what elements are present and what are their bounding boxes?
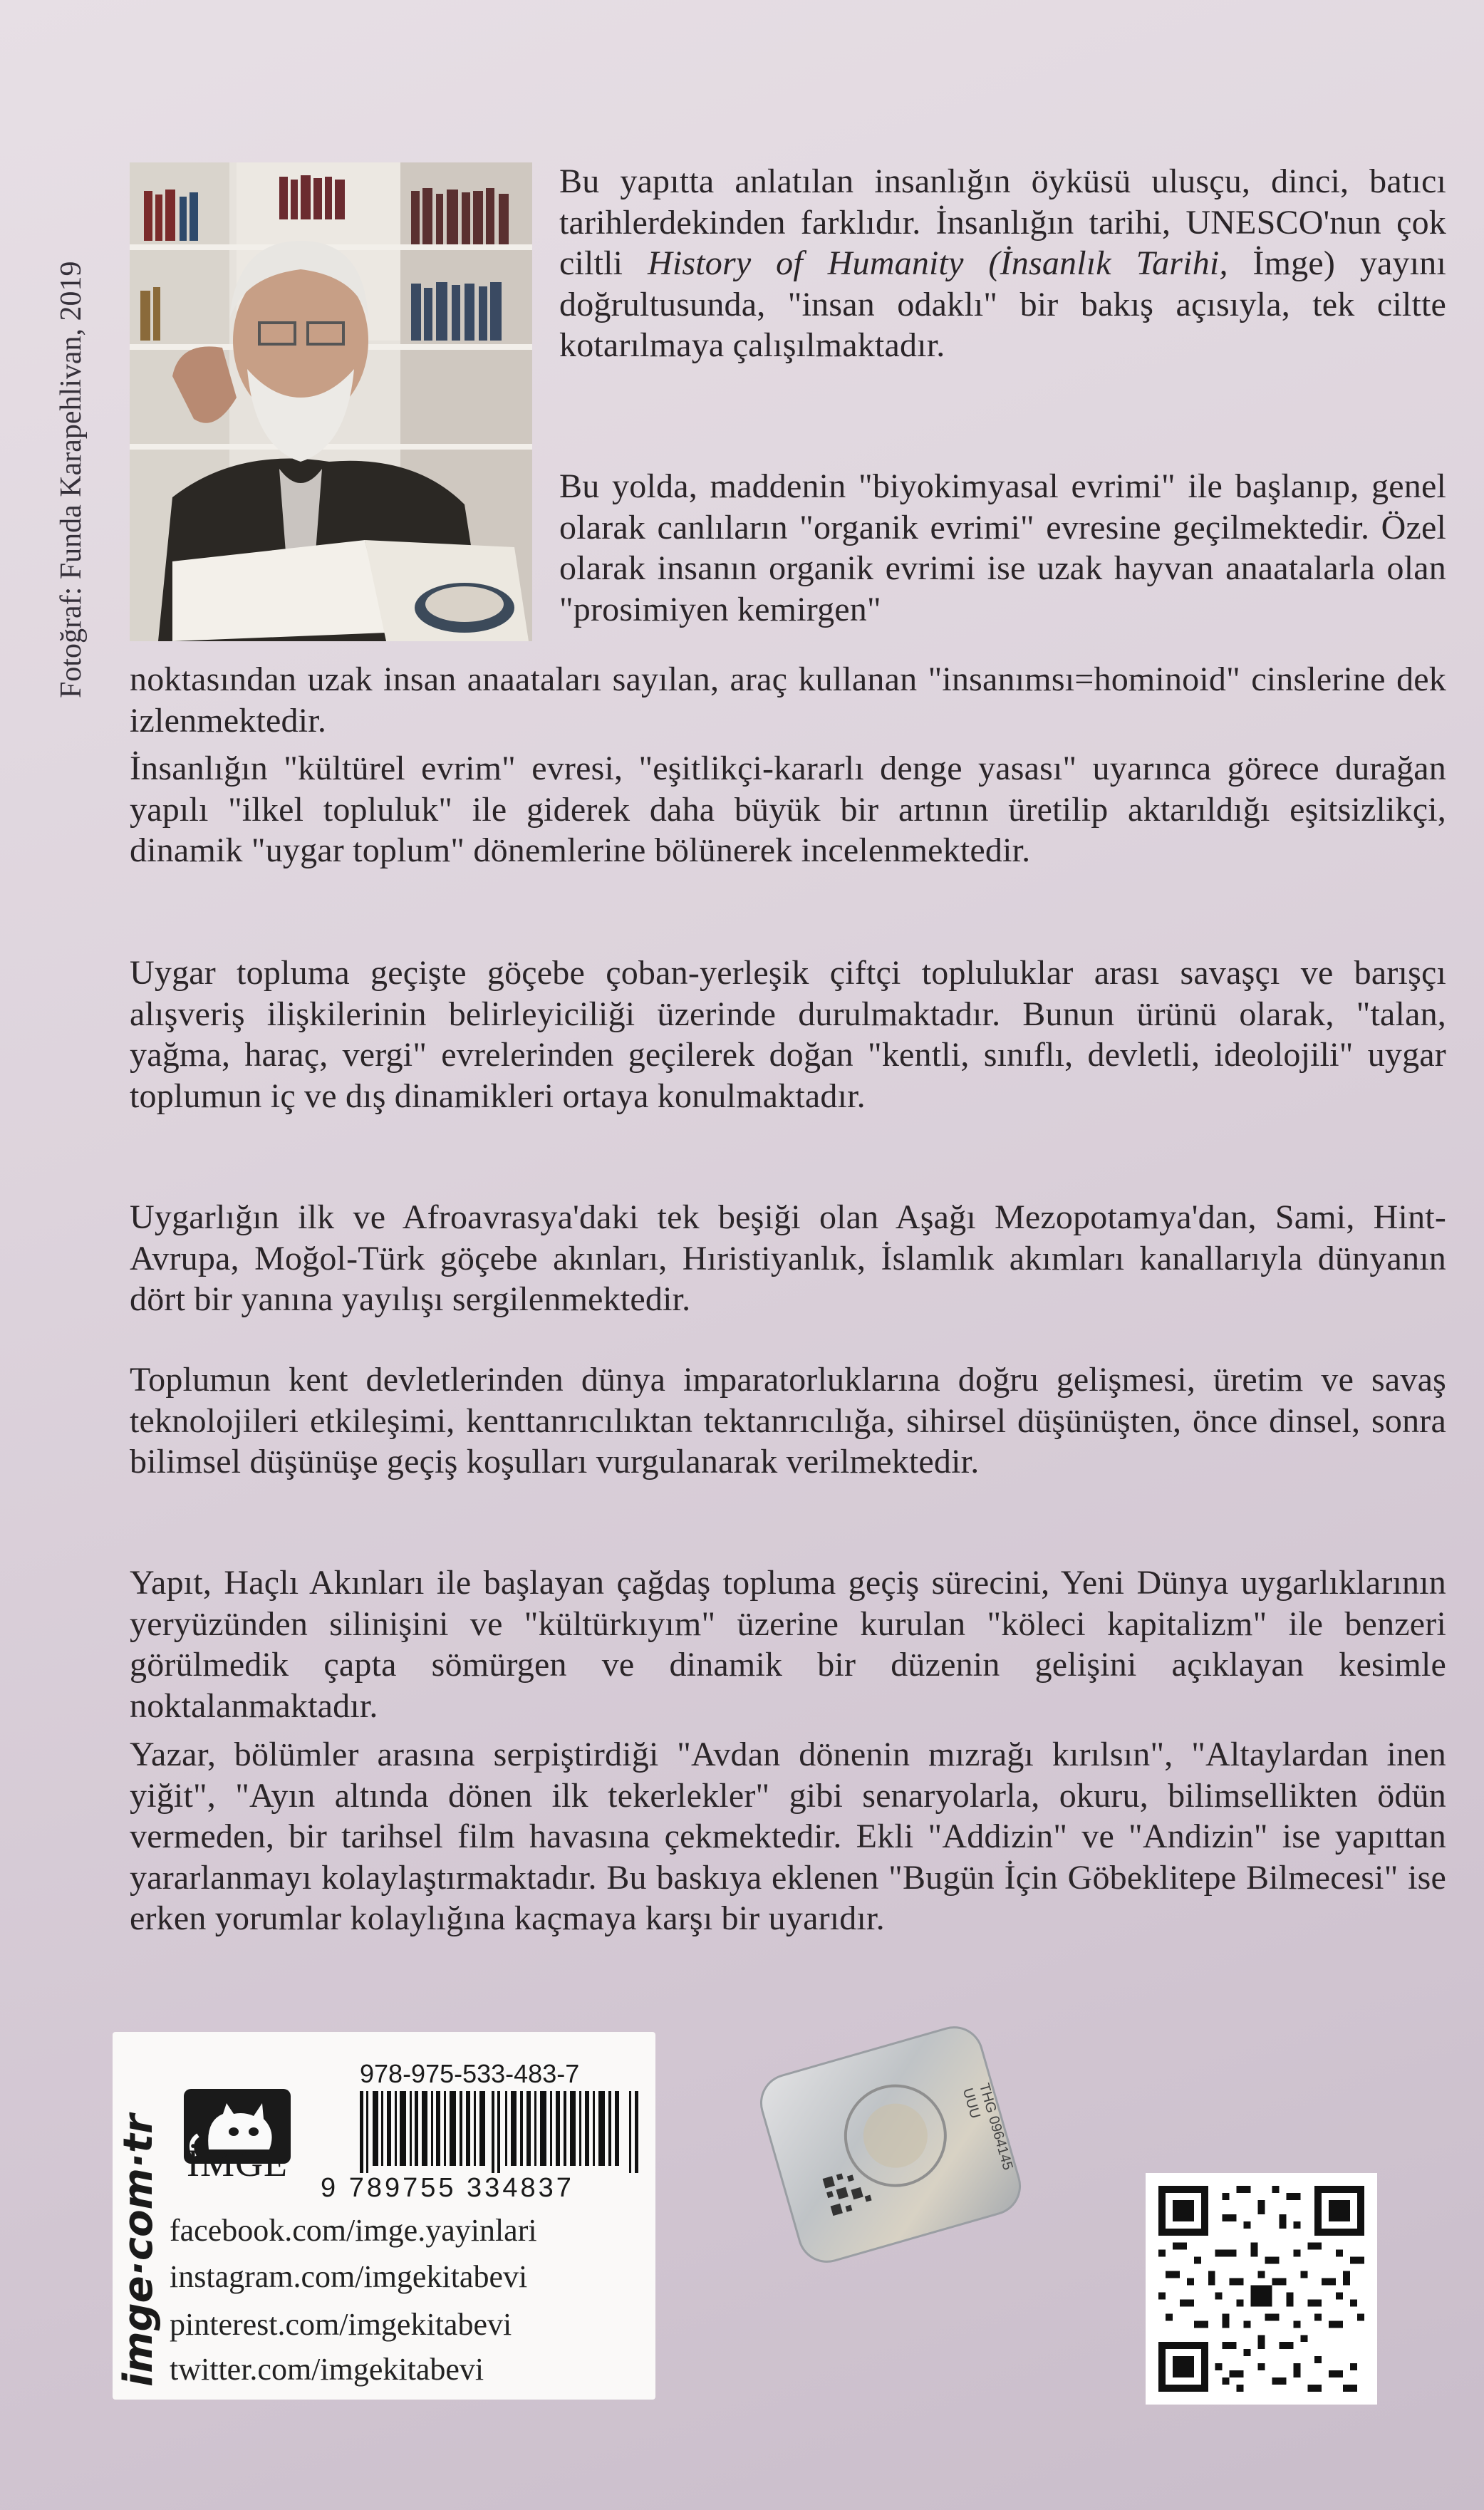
paragraph-1a: Bu yapıtta anlatılan insanlığın öyküsü ulusçu, dinci, batıcı tarihlerdekinden farklıdır. İnsanlığın tarihi, UNESCO'nun çok ciltli History of Humanity (İnsanlık Tarihi, İmge) yayını doğrultusunda, "insan odaklı" bir bakış açısıyla, tek ciltte kotarılmaya çalışılmaktadır. xyxy=(559,162,1447,364)
paragraph-3: Uygar topluma geçişte göçebe çoban-yerleşik çiftçi topluluklar arası savaşçı ve barışçı alışveriş ilişkilerinin belirleyiciliği üzerinde durulmaktadır. Bunun ürünü olarak, "talan, yağma, haraç, vergi" evrelerinden geçilerek doğan "kentli, sınıflı, devletli, ideolojili" uygar toplumun iç ve dış dinamikleri ortaya konulmaktadır. xyxy=(130,954,1446,1115)
social-link-facebook[interactable]: facebook.com/imge.yayinlari xyxy=(170,2213,537,2248)
paragraph-5: Toplumun kent devletlerinden dünya imparatorluklarına doğru gelişmesi, üretim ve savaş teknolojileri etkileşimi, kenttanrıcılıktan tektanrıcılığa, sihirsel düşünüşten, önce dinsel, sonra bilimsel düşünüşe geçiş koşulları vurgulanarak verilmektedir. xyxy=(130,1361,1446,1480)
hologram-code: THG 0964145 UUU xyxy=(959,2081,1016,2172)
paragraph-7: Yazar, bölümler arasına serpiştirdiği "Avdan dönenin mızrağı kırılsın", "Altaylardan inen yiğit", "Ayın altında dönen ilk tekerlekler" gibi senaryolarla, okuru, bilimsellikten ödün vermeden, bir tarihsel film havasına çekmektedir. Ekli "Addizin" ve "Andizin" ise yapıttan yararlanmayı kolaylaştırmaktadır. Bu baskıya eklenen "Bugün İçin Göbeklitepe Bilmecesi" ise erken yorumlar kolaylığına kaçmaya karşı bir uyarıdır. xyxy=(130,1736,1446,1937)
photo-credit: Fotoğraf: Funda Karapehlivan, 2019 xyxy=(55,261,88,698)
paragraph-6: Yapıt, Haçlı Akınları ile başlayan çağdaş topluma geçiş sürecini, Yeni Dünya uygarlıklarının yeryüzünden silinişini ve "kültürkıyım" üzerine kurulan "köleci kapitalizm" ile benzeri görülmedik çapta sömürgen ve dinamik bir düzenin gelişini açıklayan kesimle noktalanmaktadır. xyxy=(130,1564,1446,1725)
publisher-name: İMGE xyxy=(187,2142,288,2184)
qr-code-icon[interactable] xyxy=(1146,2173,1377,2405)
barcode-digits: 9 789755 334837 xyxy=(321,2173,574,2203)
paragraph-1c: noktasından uzak insan anaataları sayılan, araç kullanan "insanımsı=hominoid" cinslerine dek izlenmektedir. xyxy=(130,660,1446,740)
social-link-pinterest[interactable]: pinterest.com/imgekitabevi xyxy=(170,2307,512,2342)
social-link-instagram[interactable]: instagram.com/imgekitabevi xyxy=(170,2259,528,2294)
barcode-icon xyxy=(360,2091,641,2173)
author-photo xyxy=(130,162,532,641)
social-link-twitter[interactable]: twitter.com/imgekitabevi xyxy=(170,2352,484,2387)
paragraph-4: Uygarlığın ilk ve Afroavrasya'daki tek beşiği olan Aşağı Mezopotamya'dan, Sami, Hint-Avrupa, Moğol-Türk göçebe akınları, Hıristiyanlık, İslamlık akımları kanallarıyla dünyanın dört bir yanına yayılışı sergilenmektedir. xyxy=(130,1198,1446,1318)
paragraph-1b: Bu yolda, maddenin "biyokimyasal evrimi" ile başlanıp, genel olarak canlıların "organik evrimi" evresine geçilmektedir. Özel olarak insanın organik evrimi ise uzak hayvan anaatalarla olan "prosimiyen kemirgen" xyxy=(559,467,1446,628)
isbn-text: 978-975-533-483-7 xyxy=(360,2059,580,2088)
publisher-website[interactable]: imge·com·tr xyxy=(115,2114,162,2387)
paragraph-2: İnsanlığın "kültürel evrim" evresi, "eşitlikçi-kararlı denge yasası" uyarınca görece durağan yapılı "ilkel topluluk" ile giderek daha büyük bir artının üretilip aktarıldığı eşitsizlikçi, dinamik "uygar toplum" dönemlerine bölünerek incelenmektedir. xyxy=(130,750,1446,869)
